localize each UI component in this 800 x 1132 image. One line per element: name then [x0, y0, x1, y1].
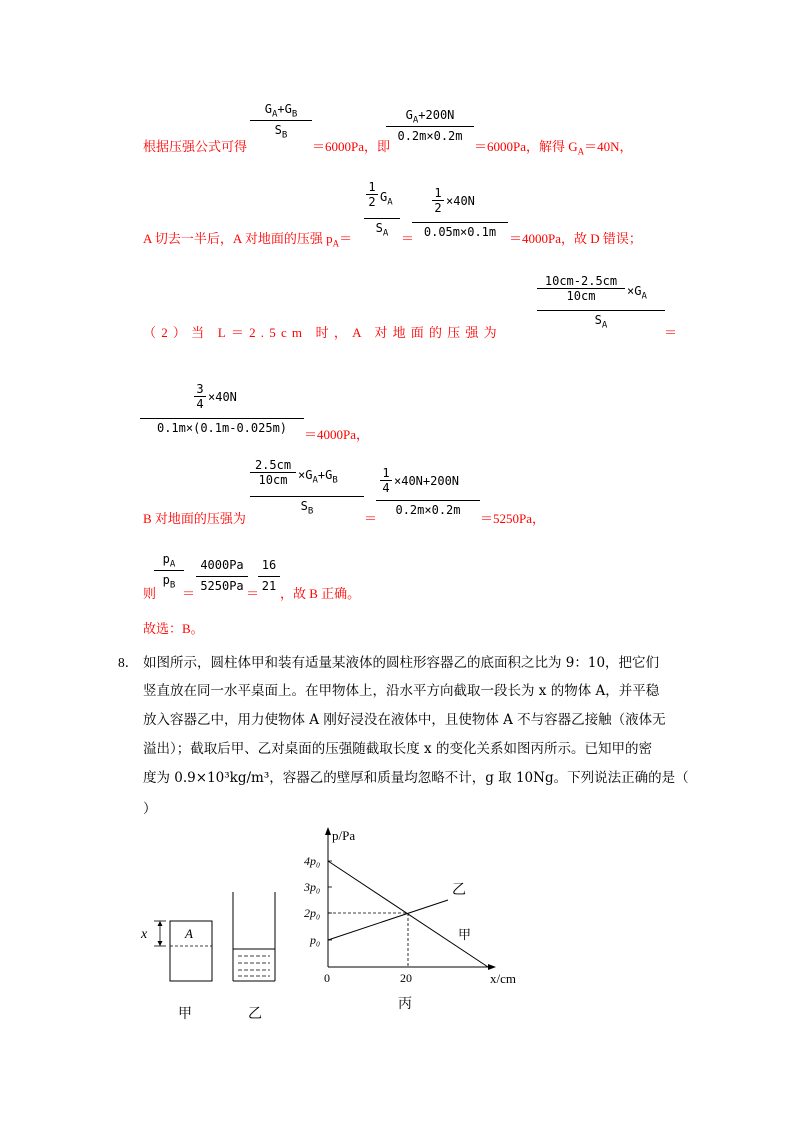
frac-num: G: [405, 108, 413, 122]
frac-den: S: [274, 123, 282, 137]
line2-result: ＝4000Pa，故 D 错误；: [509, 231, 642, 246]
mid-num: 4000Pa: [200, 558, 244, 572]
a-num: 2.5cm: [254, 458, 292, 472]
fraction-34-40n: [140, 382, 304, 439]
x-arrow-up: [158, 921, 163, 926]
graph-bing: [300, 822, 540, 1018]
fraction-l-over-sa: [537, 274, 665, 331]
n-num: 3: [196, 382, 204, 396]
eq2-tail: ＝40N，: [584, 139, 633, 154]
answer-text: 故选：B。: [143, 621, 204, 636]
sub: B: [332, 475, 338, 486]
line5-prefix: B 对地面的压强为: [143, 511, 246, 526]
line6-tail: ，故 B 正确。: [280, 586, 361, 601]
pb: p: [162, 573, 170, 587]
bing-label: 丙: [398, 996, 412, 1012]
y-tick-label: p₀: [310, 933, 321, 947]
ga: G: [380, 190, 388, 204]
frac-num-tail: +200N: [418, 108, 455, 122]
sub: B: [307, 506, 314, 517]
x-tick-label: 0: [324, 971, 330, 985]
line3-eq: ＝: [664, 325, 678, 340]
line4-result: ＝4000Pa，: [304, 427, 370, 442]
y-tick-label: 4p₀: [304, 854, 321, 868]
sa: S: [375, 221, 383, 235]
b-tail: ×40N+200N: [394, 474, 460, 488]
sub: B: [281, 130, 288, 141]
x-tick-label: 20: [400, 971, 412, 985]
line6-prefix: 则: [143, 586, 157, 601]
b-num: 1: [382, 466, 390, 480]
graph-xlabel: x/cm: [490, 971, 516, 986]
prefix: A 切去一半后，A 对地面的压强 p: [143, 231, 333, 246]
n-den: 4: [194, 396, 206, 411]
y-tick-label: 2p₀: [304, 906, 321, 920]
question-line: 度为 0.9×10³kg/m³，容器乙的壁厚和质量均忽略不计，g 取 10Ng。下列说法正确的是（: [143, 770, 689, 786]
fraction-ga200-over-area: [386, 108, 474, 147]
sub: A: [271, 109, 278, 120]
a-plus: +G: [317, 468, 333, 482]
den: S: [594, 313, 602, 327]
series-jia-label: 甲: [458, 928, 472, 943]
line6-eq1: ＝: [182, 586, 196, 601]
sub: A: [382, 228, 389, 239]
line1-prefix: 根据压强公式可得: [143, 139, 248, 154]
fraction-4000-5250: [196, 558, 248, 597]
sub: A: [387, 197, 393, 208]
b-den2: 0.2m×0.2m: [376, 500, 480, 521]
sub: A: [312, 475, 318, 486]
series-yi-label: 乙: [452, 882, 466, 898]
eq-sign: ＝: [401, 231, 415, 246]
question-line: 竖直放在同一水平桌面上。在甲物体上，沿水平方向截取一段长为 x 的物体 A，并平稳: [143, 683, 660, 699]
sub: A: [641, 291, 647, 302]
line5-result: ＝5250Pa，: [480, 511, 546, 526]
line5-eq: ＝: [364, 511, 378, 526]
fraction-b-over-sb: [250, 458, 364, 517]
question-line: 如图所示，圆柱体甲和装有适量某液体的圆柱形容器乙的底面积之比为 9：10，把它们: [143, 655, 660, 671]
question-line: 溢出）；截取后甲、乙对桌面的压强随截取长度 x 的变化关系如图丙所示。已知甲的密: [143, 741, 652, 757]
den: 0.1m×(0.1m-0.025m): [140, 418, 304, 439]
line2-prefix: [143, 228, 352, 249]
half-num: 1: [368, 180, 376, 194]
a-den2: S: [300, 499, 308, 513]
fraction-half-40n-over-area: [412, 186, 508, 243]
sub: A: [601, 320, 608, 331]
sub: B: [169, 580, 176, 591]
frac-den: 0.2m×0.2m: [386, 126, 474, 147]
times-ga: ×G: [627, 284, 642, 298]
line6-eq2: ＝: [246, 586, 260, 601]
frac-num: G: [264, 102, 272, 116]
num-den: 10cm: [537, 288, 625, 303]
sub: A: [332, 238, 340, 249]
a-den: 10cm: [250, 472, 296, 487]
question-line: 放入容器乙中，用力使物体 A 刚好浸没在液体中，且使物体 A 不与容器乙接触（液体无: [143, 712, 666, 728]
y-axis-arrow: [325, 827, 331, 835]
n2-den: 0.05m×0.1m: [412, 222, 508, 243]
jia-label: 甲: [178, 1006, 192, 1022]
n2-top: ×40N: [446, 194, 475, 208]
eq: ＝: [339, 231, 353, 246]
fraction-pa-pb: [154, 552, 184, 591]
fraction-14-40n-200n: [376, 466, 480, 521]
x-arrow-down: [158, 941, 163, 946]
graph-ylabel: p/Pa: [332, 828, 356, 843]
line1-eq2: [474, 136, 633, 157]
fraction-ga-gb-over-sb: $\frac{G_A+G_B}{S_B}$: [250, 102, 312, 141]
n-tail: ×40N: [208, 390, 237, 404]
x-axis-arrow: [488, 964, 496, 970]
line3-text: （2）当 L＝2.5cm 时，A 对地面的压强为: [143, 325, 502, 340]
sub: A: [412, 115, 419, 126]
line1-eq1: ＝6000Pa，即: [312, 139, 391, 154]
num-num: 10cm-2.5cm: [544, 274, 618, 288]
sub: A: [169, 559, 176, 570]
yi-label: 乙: [248, 1006, 262, 1022]
a-mark: A: [185, 926, 193, 941]
a-tail: ×G: [298, 468, 313, 482]
y-tick-label: 3p₀: [304, 880, 321, 894]
x-mark: x: [141, 927, 148, 942]
question-line: ）: [143, 801, 157, 817]
series-jia-line: [328, 861, 488, 967]
series-yi-line: [328, 900, 448, 940]
half-num: 1: [434, 186, 442, 200]
res-den: 21: [258, 576, 280, 597]
eq2: ＝6000Pa，解得 G: [474, 139, 578, 154]
b-den: 4: [380, 480, 392, 495]
sub: A: [577, 146, 585, 157]
res-num: 16: [261, 558, 277, 572]
question-number: 8．: [118, 655, 139, 670]
fraction-half-ga-over-sa: [364, 180, 400, 239]
figure-jia-yi: [130, 880, 300, 1030]
half-den: 2: [366, 194, 378, 209]
fraction-16-21: [258, 558, 280, 597]
half-den: 2: [432, 200, 444, 215]
pa: p: [162, 552, 170, 566]
sub: B: [291, 109, 298, 120]
mid-den: 5250Pa: [196, 576, 248, 597]
